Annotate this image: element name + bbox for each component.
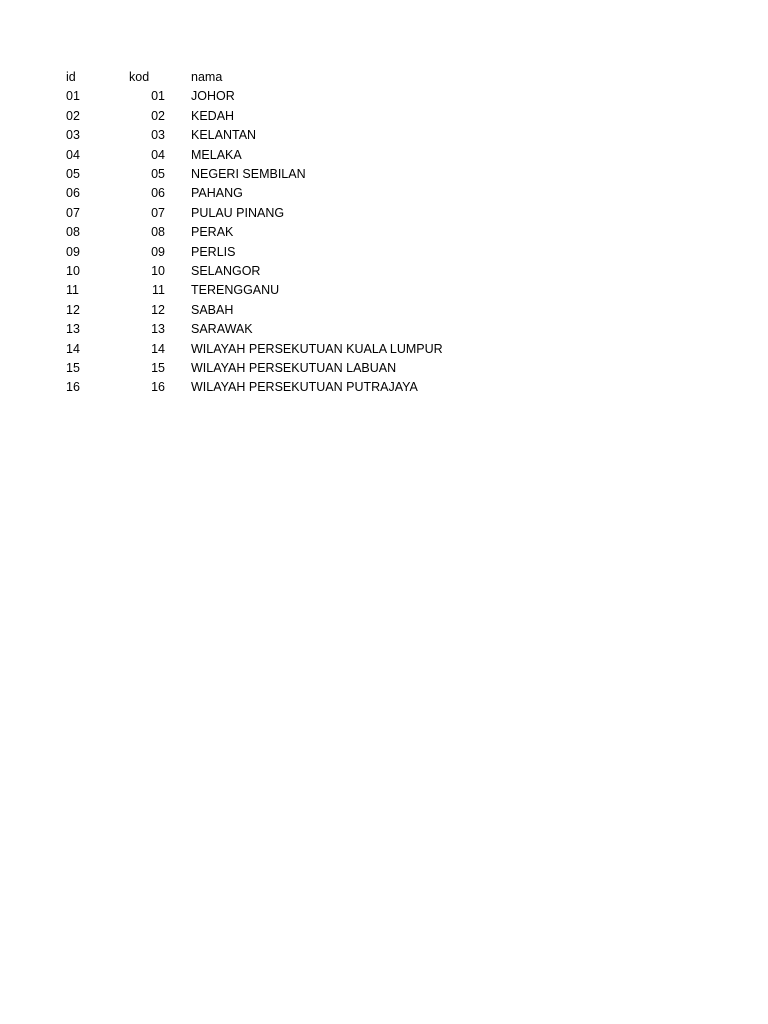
table-row (0, 243, 768, 262)
cell-nama: SELANGOR (191, 264, 261, 278)
cell-kod: 04 (151, 147, 165, 162)
table-row (0, 320, 768, 339)
table-row (0, 146, 768, 165)
table-row (0, 378, 768, 397)
table-row (0, 340, 768, 359)
header-id: id (66, 70, 76, 84)
cell-id: 13 (66, 322, 80, 337)
cell-id: 06 (66, 186, 80, 201)
cell-nama: PERLIS (191, 244, 236, 259)
cell-kod: 15 (151, 361, 165, 375)
cell-nama: WILAYAH PERSEKUTUAN LABUAN (191, 361, 397, 375)
cell-kod: 05 (151, 167, 165, 181)
cell-id: 11 (66, 283, 79, 298)
table-row (0, 184, 768, 203)
cell-id: 01 (66, 89, 80, 104)
cell-kod: 09 (151, 244, 165, 259)
cell-id: 09 (66, 244, 80, 259)
cell-nama: KELANTAN (191, 128, 257, 143)
cell-kod: 03 (151, 128, 165, 143)
cell-nama: MELAKA (191, 147, 242, 162)
cell-nama: TERENGGANU (191, 283, 280, 298)
table-row (0, 165, 768, 184)
cell-id: 02 (66, 108, 80, 123)
cell-id: 16 (66, 380, 80, 395)
cell-nama: PULAU PINANG (191, 205, 285, 220)
cell-nama: KEDAH (191, 108, 235, 123)
table-row (0, 126, 768, 145)
table-row (0, 107, 768, 126)
cell-kod: 07 (151, 205, 165, 220)
cell-kod: 06 (151, 186, 165, 201)
header-kod: kod (129, 70, 150, 84)
cell-nama: SARAWAK (191, 322, 253, 337)
table-row (0, 204, 768, 223)
cell-nama: WILAYAH PERSEKUTUAN KUALA LUMPUR (191, 341, 443, 356)
table-header-row (0, 68, 768, 87)
cell-id: 05 (66, 167, 80, 181)
cell-id: 03 (66, 128, 80, 143)
cell-kod: 02 (151, 108, 165, 123)
table-row (0, 301, 768, 320)
table-row (0, 223, 768, 242)
cell-id: 07 (66, 205, 80, 220)
table-row (0, 262, 768, 281)
cell-kod: 12 (151, 302, 165, 317)
cell-kod: 14 (151, 341, 165, 356)
cell-kod: 01 (151, 89, 165, 104)
table-row (0, 281, 768, 300)
cell-kod: 13 (151, 322, 165, 337)
cell-kod: 10 (151, 264, 165, 278)
cell-id: 12 (66, 302, 80, 317)
cell-id: 15 (66, 361, 80, 375)
cell-nama: PAHANG (191, 186, 243, 201)
cell-nama: JOHOR (191, 89, 235, 104)
cell-nama: PERAK (191, 225, 234, 240)
header-nama: nama (191, 70, 223, 84)
cell-kod: 11 (152, 283, 165, 298)
table-row (0, 359, 768, 378)
cell-id: 04 (66, 147, 80, 162)
cell-kod: 08 (151, 225, 165, 240)
cell-id: 08 (66, 225, 80, 240)
cell-nama: WILAYAH PERSEKUTUAN PUTRAJAYA (191, 380, 418, 395)
cell-nama: NEGERI SEMBILAN (191, 167, 306, 181)
cell-id: 14 (66, 341, 80, 356)
cell-id: 10 (66, 264, 80, 278)
cell-nama: SABAH (191, 302, 234, 317)
cell-kod: 16 (151, 380, 165, 395)
table-row (0, 87, 768, 106)
